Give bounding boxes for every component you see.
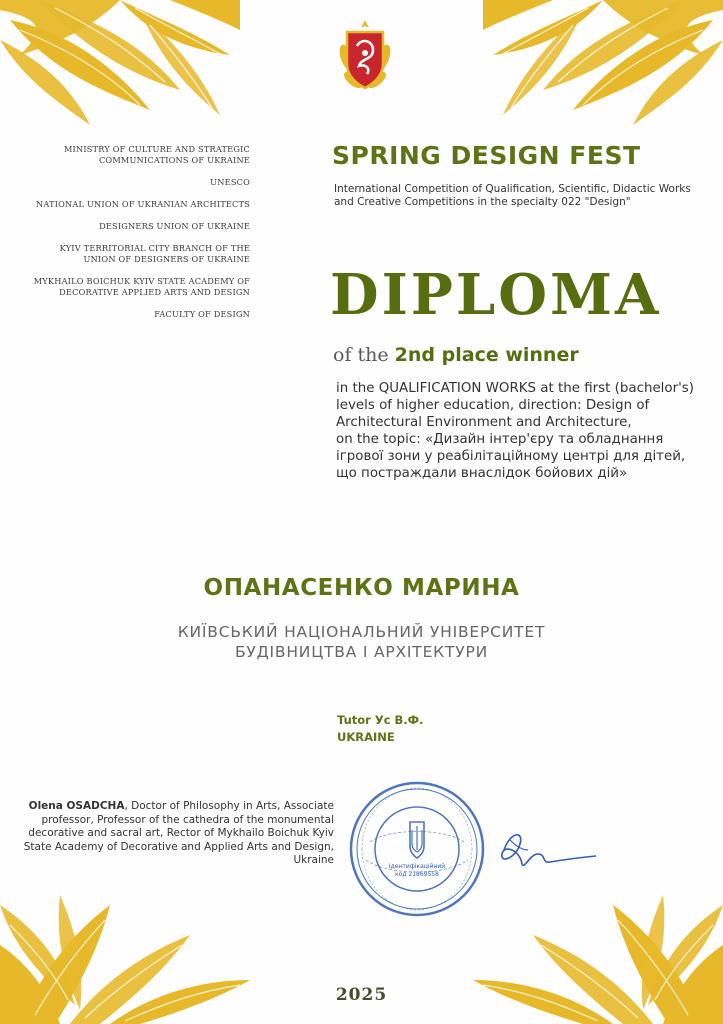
diploma-title: DIPLOMA [330, 262, 662, 328]
organization-item: MYKHAILO BOICHUK KYIV STATE ACADEMY OF DECORATIVE APPLIED ARTS AND DESIGN [33, 276, 250, 297]
signatory-name: Olena OSADCHA [28, 800, 125, 812]
organization-item: FACULTY OF DESIGN [154, 309, 250, 319]
rector-signature [480, 820, 600, 880]
place-highlight: 2nd place winner [394, 344, 579, 366]
organizations-list [30, 144, 250, 331]
emblem-logo [333, 18, 397, 94]
ornament-top-left [0, 0, 240, 130]
tutor-country: UKRAINE [337, 730, 395, 744]
festival-subtitle: International Competition of Qualification, Scientific, Didactic Works and Creative Competitions in the specialty 022 "Design" [334, 183, 691, 208]
university-line-1: КИЇВСЬКИЙ НАЦІОНАЛЬНИЙ УНІВЕРСИТЕТ [177, 623, 546, 641]
ornament-top-right [483, 0, 723, 130]
university-line-2: БУДІВНИЦТВА І АРХІТЕКТУРИ [234, 643, 489, 661]
organization-item: MINISTRY OF CULTURE AND STRATEGIC COMMUNICATIONS OF UKRAINE [63, 144, 250, 165]
winner-name: ОПАНАСЕНКО МАРИНА [203, 575, 520, 601]
organization-item: NATIONAL UNION OF UKRANIAN ARCHITECTS [36, 199, 250, 209]
place-prefix: of the [333, 344, 395, 366]
signatory-block [20, 800, 334, 868]
organization-item: UNESCO [210, 177, 250, 187]
tutor-name: Tutor Ус В.Ф. [337, 713, 424, 727]
official-stamp [348, 780, 486, 918]
tutor-block [337, 712, 423, 746]
signatory-details: , Doctor of Philosophy in Arts, Associate professor, Professor of the cathedra of the monumental decorative and sacral art, Rector of Mykhailo Boichuk Kyiv State Academy of Decorative and Applied Arts and Design, Ukraine [23, 800, 334, 866]
organization-item: DESIGNERS UNION OF UKRAINE [99, 221, 250, 231]
organization-item: KYIV TERRITORIAL CITY BRANCH OF THE UNION OF DESIGNERS OF UKRAINE [59, 243, 250, 264]
place-line [333, 344, 579, 366]
stamp-code: код 21869558 [395, 871, 439, 878]
festival-title: SPRING DESIGN FEST [332, 141, 641, 170]
stamp-inner-text: Ідентифікаційний [388, 863, 446, 870]
year: 2025 [335, 985, 388, 1005]
description-text: in the QUALIFICATION WORKS at the first (bachelor's) levels of higher education, direction: Design of Architectural Environment and Architecture, [336, 381, 694, 430]
diploma-description [336, 380, 706, 482]
topic-text: on the topic: «Дизайн інтер'єру та обладнання ігрової зони у реабілітаційному центрі для дітей, що постраждали внаслідок бойових дій» [336, 432, 686, 481]
university-name [0, 622, 723, 662]
